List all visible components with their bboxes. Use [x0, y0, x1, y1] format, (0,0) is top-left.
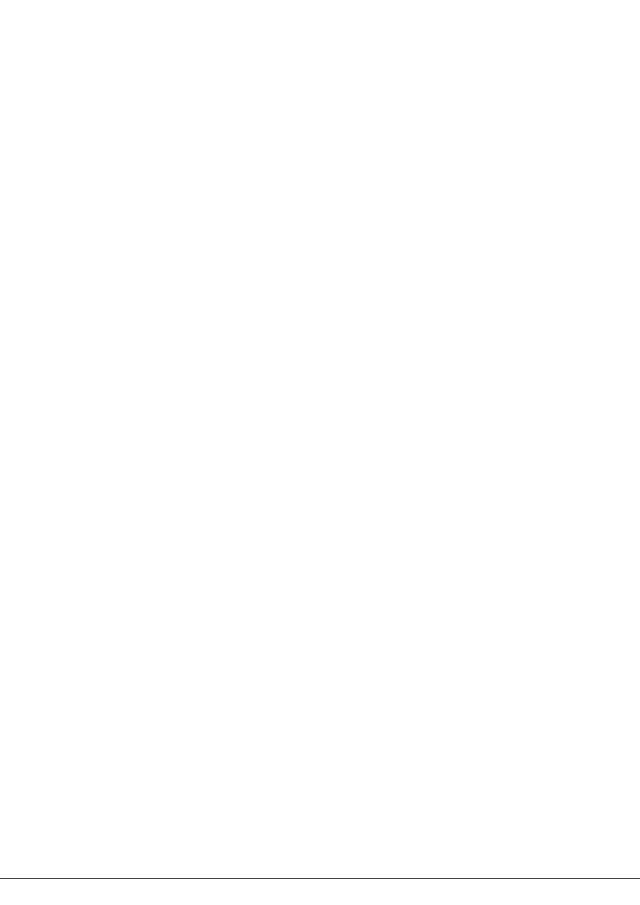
page-bottom-rule [0, 878, 640, 879]
